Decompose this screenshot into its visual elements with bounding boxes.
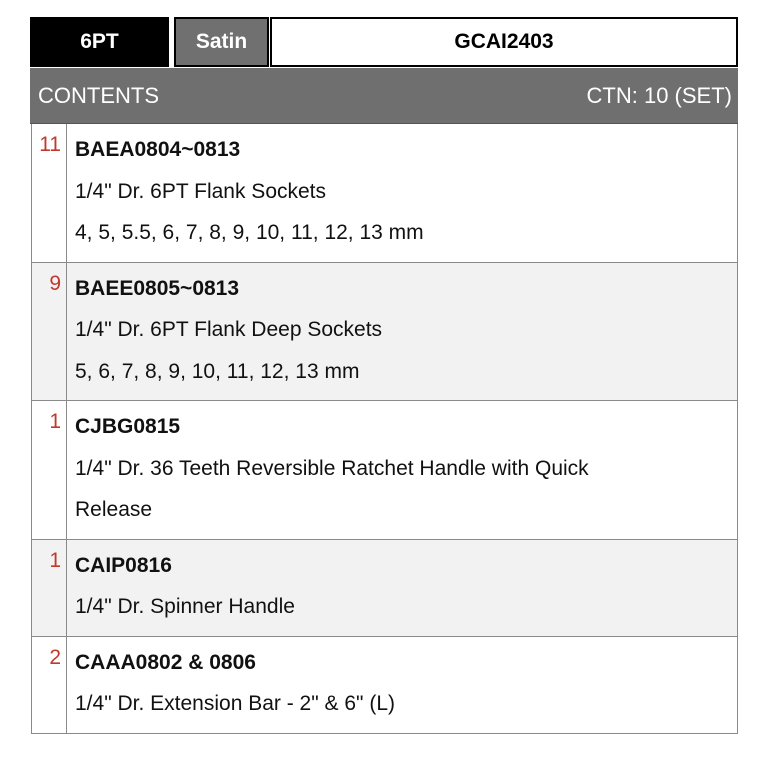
row-details xyxy=(67,263,737,401)
row-quantity: 1 xyxy=(32,540,67,636)
part-description: 1/4" Dr. 6PT Flank Sockets xyxy=(75,179,327,203)
part-sizes: 4, 5, 5.5, 6, 7, 8, 9, 10, 11, 12, 13 mm xyxy=(75,221,424,244)
row-details xyxy=(67,124,737,262)
row-quantity: 11 xyxy=(32,124,67,262)
row-details xyxy=(67,637,737,733)
tab-drive-type: 6PT xyxy=(30,17,169,67)
part-description: 1/4" Dr. 6PT Flank Deep Sockets xyxy=(75,318,383,341)
part-code: CAAA0802 & 0806 xyxy=(75,650,256,674)
part-code: BAEE0805~0813 xyxy=(75,276,240,300)
carton-count: CTN: 10 (SET) xyxy=(586,82,732,108)
part-description: 1/4" Dr. Spinner Handle xyxy=(75,595,295,618)
table-row xyxy=(31,637,738,734)
tab-finish: Satin xyxy=(174,17,269,67)
contents-table xyxy=(31,124,738,734)
spec-tabs xyxy=(30,17,738,67)
table-row xyxy=(31,540,738,637)
part-description-cont: Release xyxy=(75,498,153,521)
part-description: 1/4" Dr. Extension Bar - 2" & 6" (L) xyxy=(75,692,395,715)
part-description: 1/4" Dr. 36 Teeth Reversible Ratchet Handle with Quick xyxy=(75,456,589,480)
part-code: CAIP0816 xyxy=(75,553,172,577)
contents-header xyxy=(30,68,738,124)
tab-set-code: GCAI2403 xyxy=(270,17,738,67)
part-sizes: 5, 6, 7, 8, 9, 10, 11, 12, 13 mm xyxy=(75,359,360,383)
table-row xyxy=(31,401,738,540)
row-quantity: 2 xyxy=(32,637,67,733)
part-code: BAEA0804~0813 xyxy=(75,138,241,161)
table-row xyxy=(31,263,738,402)
row-details xyxy=(67,540,737,636)
row-quantity: 9 xyxy=(32,263,67,401)
row-quantity: 1 xyxy=(32,401,67,539)
row-details xyxy=(67,401,737,539)
contents-title: CONTENTS xyxy=(38,82,159,108)
part-code: CJBG0815 xyxy=(75,415,181,438)
table-row xyxy=(31,124,738,263)
